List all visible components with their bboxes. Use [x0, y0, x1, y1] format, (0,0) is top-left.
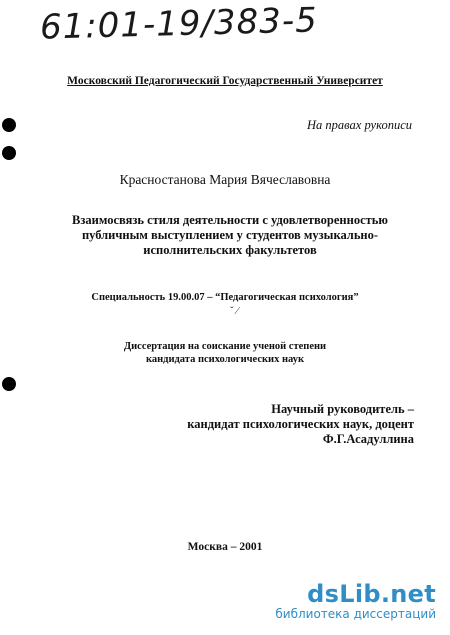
watermark-tagline: библиотека диссертаций — [275, 607, 436, 621]
watermark-logo: dsLib.net — [307, 580, 436, 608]
title-line: публичным выступлением у студентов музыкально- — [81, 228, 379, 242]
specialty-line: Специальность 19.00.07 – “Педагогическая психология” — [91, 292, 359, 303]
archive-code-handwritten: 61:01-19/383-5 — [39, 0, 319, 48]
degree-line: Диссертация на соискание ученой степени — [123, 341, 327, 352]
pen-mark: ˇ ⁄ — [230, 305, 239, 317]
title-line: Взаимосвязь стиля деятельности с удовлетворенностью — [72, 213, 388, 227]
binder-hole — [2, 118, 16, 132]
binder-hole — [2, 377, 16, 391]
binder-hole — [2, 146, 16, 160]
advisor-line: кандидат психологических наук, доцент — [187, 417, 414, 431]
watermark — [275, 581, 436, 621]
scientific-advisor — [187, 402, 414, 447]
city-year: Москва – 2001 — [187, 541, 263, 553]
author-name: Красностанова Мария Вячеславовна — [119, 172, 331, 187]
rights-note: На правах рукописи — [307, 118, 412, 132]
title-line: исполнительских факультетов — [143, 243, 317, 257]
advisor-line: Ф.Г.Асадуллина — [322, 432, 414, 446]
dissertation-title — [50, 213, 410, 258]
university-name: Московский Педагогический Государственный Университет — [67, 75, 383, 87]
degree-line: кандидата психологических наук — [145, 354, 305, 365]
advisor-line: Научный руководитель – — [271, 402, 414, 416]
degree-statement — [0, 340, 450, 366]
